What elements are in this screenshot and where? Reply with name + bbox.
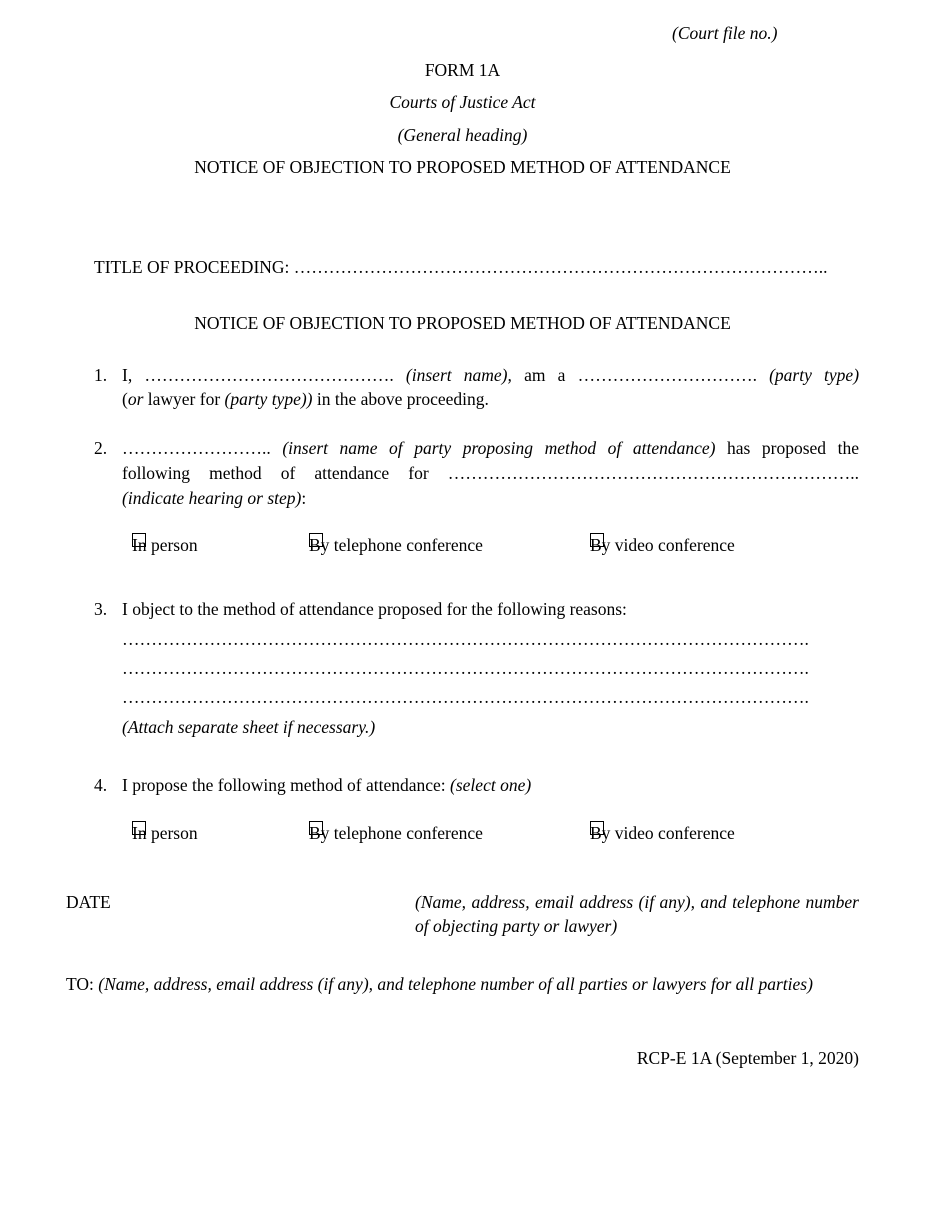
notice-heading: NOTICE OF OBJECTION TO PROPOSED METHOD OF ATTENDANCE xyxy=(194,313,731,333)
form-code: RCP-E 1A (September 1, 2020) xyxy=(636,1048,859,1068)
item-4-text: I propose the following method of attendance: (select one) xyxy=(122,775,532,795)
item-2-line-3: (indicate hearing or step): xyxy=(122,488,307,508)
item-1-line-1: I, ……………………………………. (insert name), am a …………………………. (party type) xyxy=(122,365,860,385)
date-label: DATE xyxy=(66,892,111,912)
item-3-number: 3. xyxy=(94,599,108,619)
party-type-field[interactable]: …………………………. xyxy=(577,365,757,385)
item-3-text: I object to the method of attendance proposed for the following reasons: xyxy=(122,599,627,619)
form-page: (Court file no.) FORM 1A Courts of Justice Act (General heading) NOTICE OF OBJECTION TO PROPOSED METHOD OF ATTENDANCE TITLE OF PROCEEDING: ……………………………………………………………………………….. NOTICE OF OBJECTION TO PROPOSED METHOD OF ATTENDANCE 1. I, ……………………………………. (insert name), am a …………………………. (party type) (or lawyer for (party type)) in the above proceeding. 2. …………………….. (insert name of party proposing method of attendance) has proposed the following method of attendance for …………………………………………………………….. (indicate hearing or step): In person By telephone conference By video conference 3. I object to the method of attendance proposed for the following reasons: ………………………………………………………………………………………………………. ………………………………………………………………………………………………………. ………………………………………………………………………………………………………. (Attach separate sheet if necessary.) 4. I propose the following method of attendance: (select one) In person By telephone conference By video conference DATE (Name, address, email address (if any), and telephone number of objecting party or lawyer) TO: (Name, address, email address (if any), and telephone number of all parties or lawyers for all parties) RCP-E 1A (September 1, 2020) xyxy=(0,0,950,1230)
item-2-number: 2. xyxy=(94,438,108,458)
attach-note: (Attach separate sheet if necessary.) xyxy=(122,717,376,737)
hearing-step-field[interactable]: …………………………………………………………….. xyxy=(447,463,860,483)
reasons-line-1[interactable]: ………………………………………………………………………………………………………. xyxy=(122,629,809,649)
court-file-number: (Court file no.) xyxy=(672,23,778,43)
form-number: FORM 1A xyxy=(424,60,501,80)
signature-block: (Name, address, email address (if any), and telephone number of objecting party or lawyer) xyxy=(415,892,859,936)
title-of-proceeding-label: TITLE OF PROCEEDING: xyxy=(94,257,290,277)
item-4-number: 4. xyxy=(94,775,108,795)
item-2-line-1: …………………….. (insert name of party proposing method of attendance) has proposed the xyxy=(122,438,859,458)
to-block: TO: (Name, address, email address (if any), and telephone number of all parties or lawyers for all parties) xyxy=(66,974,813,994)
form-title: NOTICE OF OBJECTION TO PROPOSED METHOD OF ATTENDANCE xyxy=(194,157,731,177)
general-heading: (General heading) xyxy=(397,125,528,145)
reasons-line-2[interactable]: ………………………………………………………………………………………………………. xyxy=(122,658,809,678)
act-name: Courts of Justice Act xyxy=(389,92,536,112)
title-of-proceeding xyxy=(94,255,859,279)
title-of-proceeding-field[interactable]: ……………………………………………………………………………….. xyxy=(293,257,828,277)
item-2-line-2: following method of attendance for …………………………………………………………….. xyxy=(122,463,860,483)
item-1-line-2: (or lawyer for (party type)) in the above proceeding. xyxy=(122,389,489,409)
proposing-party-field[interactable]: …………………….. xyxy=(122,438,271,458)
reasons-line-3[interactable]: ………………………………………………………………………………………………………. xyxy=(122,687,809,707)
name-field[interactable]: ……………………………………. xyxy=(144,365,394,385)
item-1-number: 1. xyxy=(94,365,108,385)
